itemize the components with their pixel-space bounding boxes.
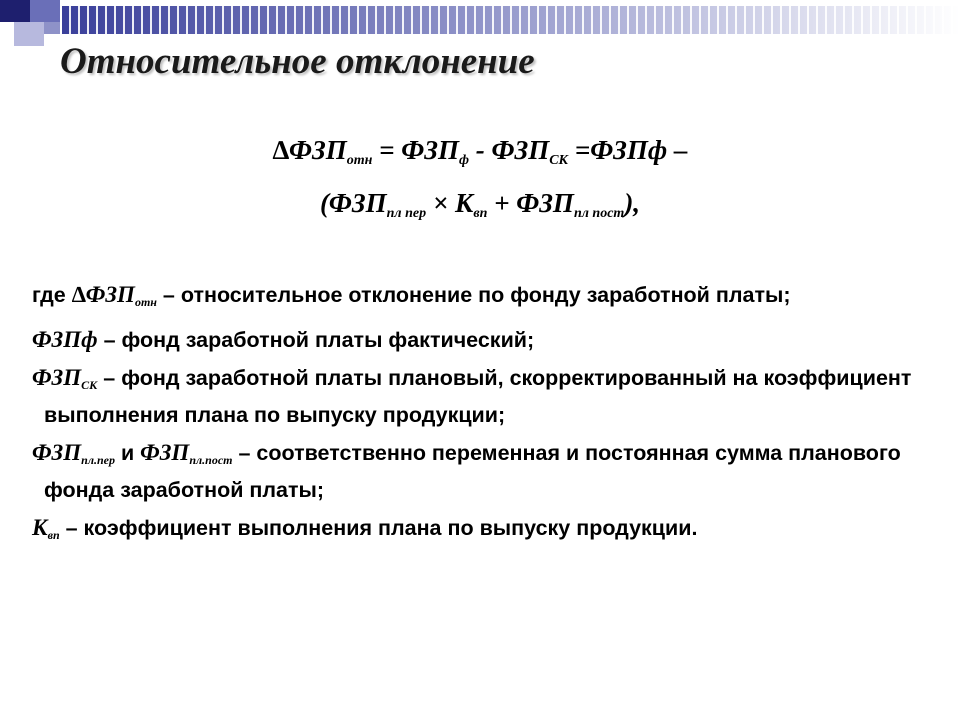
legend-item [32,325,937,355]
legend-symbol-sub: вп [47,528,60,542]
formula-part: + ФЗП [487,188,574,218]
legend-conjunction: и [115,441,141,465]
legend-symbol: К [32,515,48,540]
legend-symbol-sub: отн [134,295,157,309]
legend-symbol: ФЗП [140,440,190,465]
legend-symbol: ФЗП [32,440,82,465]
legend-text: – относительное отклонение по фонду заработной платы; [156,283,791,307]
legend-item [32,513,937,550]
formula-part: =ФЗПф – [568,135,688,165]
formula-sub: ф [459,153,470,168]
decor-square-dark [0,0,30,22]
formula-line-1 [0,135,960,169]
legend-item [32,363,937,430]
page-title: Относительное отклонение [60,41,535,82]
formula-delta: ∆ФЗП [272,135,347,165]
legend-text: – фонд заработной платы плановый, скорректированный на коэффициент выполнения плана по выпуску продукции; [44,366,912,427]
legend-text: – коэффициент выполнения плана по выпуску продукции. [59,516,698,540]
formula-sub: пл пер [386,206,427,221]
legend-symbol-sub: СК [81,378,98,392]
legend-list [32,280,937,558]
legend-prefix: где [32,283,72,307]
legend-text: – фонд заработной платы фактический; [97,328,535,352]
legend-symbol-sub: пл.пост [189,453,233,467]
legend-item [32,438,937,505]
formula-line-2 [0,188,960,222]
formula-sub: СК [549,153,569,168]
header-gradient-bar [62,6,960,34]
formula-part: = ФЗП [372,135,459,165]
legend-text: – соответственно переменная и постоянная сумма планового фонда заработной платы; [44,441,901,502]
formula-part: ), [624,188,641,218]
formula-part: - ФЗП [469,135,550,165]
formula-sub: вп [473,206,488,221]
legend-symbol: ∆ФЗП [71,282,135,307]
formula-part: (ФЗП [319,188,387,218]
formula-sub: отн [346,153,373,168]
formula-sub: пл пост [573,206,625,221]
decor-square-light [14,22,44,46]
legend-item [32,280,937,317]
legend-symbol: ФЗП [32,365,82,390]
legend-symbol: ФЗПф [32,327,98,352]
legend-symbol-sub: пл.пер [81,453,115,467]
formula-part: × К [426,188,474,218]
decor-square-small [44,22,60,34]
decor-square-mid [30,0,60,22]
